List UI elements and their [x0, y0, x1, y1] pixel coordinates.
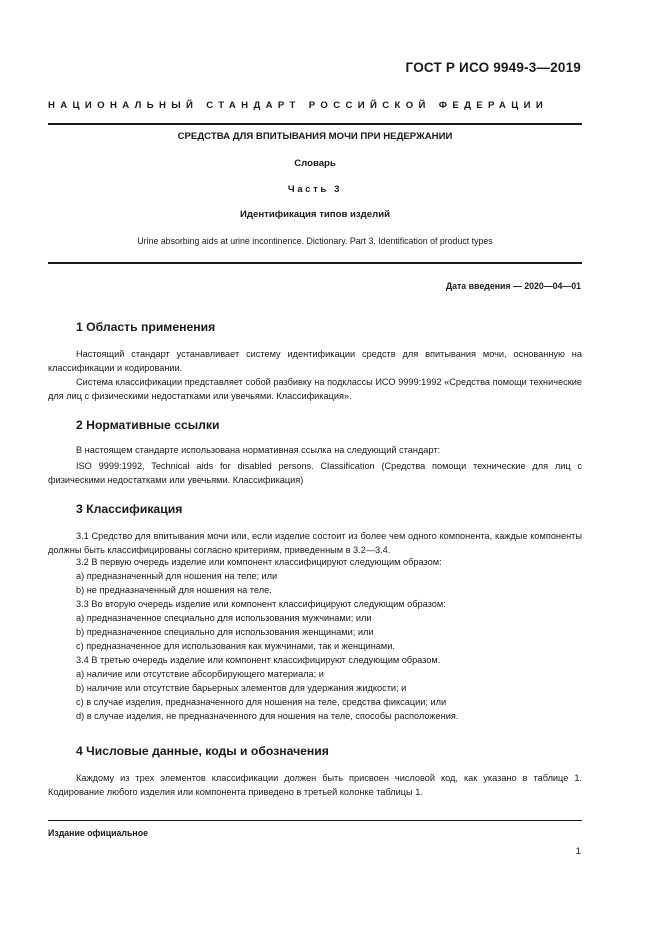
- section-3-line: b) наличие или отсутствие барьерных элементов для удержания жидкости; и: [76, 683, 407, 693]
- section-2-paragraph-1: ISO 9999:1992, Technical aids for disabled persons. Classification (Средства помощи технические для лиц с физическими недостатками или увечьями. Классификация): [48, 461, 582, 485]
- title-english: Urine absorbing aids at urine incontinence. Dictionary. Part 3. Identification of product types: [137, 236, 493, 246]
- title-main: СРЕДСТВА ДЛЯ ВПИТЫВАНИЯ МОЧИ ПРИ НЕДЕРЖАНИИ: [177, 131, 453, 142]
- header-rule-top: [48, 123, 582, 125]
- gost-code: ГОСТ Р ИСО 9949-3—2019: [405, 60, 581, 75]
- section-3-paragraph-1: 3.1 Средство для впитывания мочи или, если изделие состоит из более чем одного компонента, каждые компоненты должны быть классифицированы согласно критериям, приведенным в 3.2—3.4.: [48, 531, 582, 555]
- section-3-line: b) предназначенное специально для использования женщинами; или: [76, 627, 374, 637]
- section-3-line: b) не предназначенный для ношения на теле.: [76, 585, 272, 595]
- title-vocabulary: Словарь: [294, 158, 336, 169]
- national-standard-banner: НАЦИОНАЛЬНЫЙ СТАНДАРТ РОССИЙСКОЙ ФЕДЕРАЦИИ: [48, 100, 549, 111]
- section-2-line-1: В настоящем стандарте использована нормативная ссылка на следующий стандарт:: [76, 445, 441, 455]
- introduction-date: Дата введения — 2020—04—01: [445, 281, 581, 291]
- section-3-line: а) предназначенное специально для использования мужчинами; или: [76, 613, 372, 623]
- section-1-paragraph-2: Система классификации представляет собой разбивку на подклассы ИСО 9999:1992 «Средства помощи технические для лиц с физическими недостатками или увечьями. Классификация».: [48, 377, 582, 401]
- section-3-line: с) предназначенное для использования как мужчинами, так и женщинами.: [76, 641, 395, 651]
- header-rule-bottom: [48, 262, 582, 264]
- section-1-heading: 1 Область применения: [76, 320, 216, 334]
- official-edition-label: Издание официальное: [48, 828, 148, 838]
- section-3-line: 3.3 Во вторую очередь изделие или компонент классифицируют следующим образом:: [76, 599, 446, 609]
- section-3-line: d) в случае изделия, не предназначенного для ношения на теле, способы расположения.: [76, 711, 459, 721]
- footer-rule: [48, 820, 582, 821]
- section-3-line: 3.4 В третью очередь изделие или компонент классифицируют следующим образом.: [76, 655, 441, 665]
- section-1-paragraph-1: Настоящий стандарт устанавливает систему идентификации средств для впитывания мочи, основанную на классификации и кодировании.: [48, 349, 582, 373]
- section-3-line: а) наличие или отсутствие абсорбирующего материала; и: [76, 669, 324, 679]
- title-subtitle: Идентификация типов изделий: [240, 209, 390, 220]
- section-4-heading: 4 Числовые данные, коды и обозначения: [76, 744, 329, 758]
- section-3-heading: 3 Классификация: [76, 502, 183, 516]
- section-3-line: с) в случае изделия, предназначенного для ношения на теле, средства фиксации; или: [76, 697, 447, 707]
- page-number: 1: [575, 846, 581, 857]
- title-part: Часть 3: [287, 184, 343, 195]
- section-3-line: 3.2 В первую очередь изделие или компонент классифицируют следующим образом:: [76, 557, 442, 567]
- section-2-heading: 2 Нормативные ссылки: [76, 418, 220, 432]
- section-4-paragraph-1: Каждому из трех элементов классификации должен быть присвоен числовой код, как указано в таблице 1. Кодирование любого изделия или компонента приведено в третьей колонке таблицы 1.: [48, 773, 582, 797]
- section-3-line: а) предназначенный для ношения на теле; или: [76, 571, 278, 581]
